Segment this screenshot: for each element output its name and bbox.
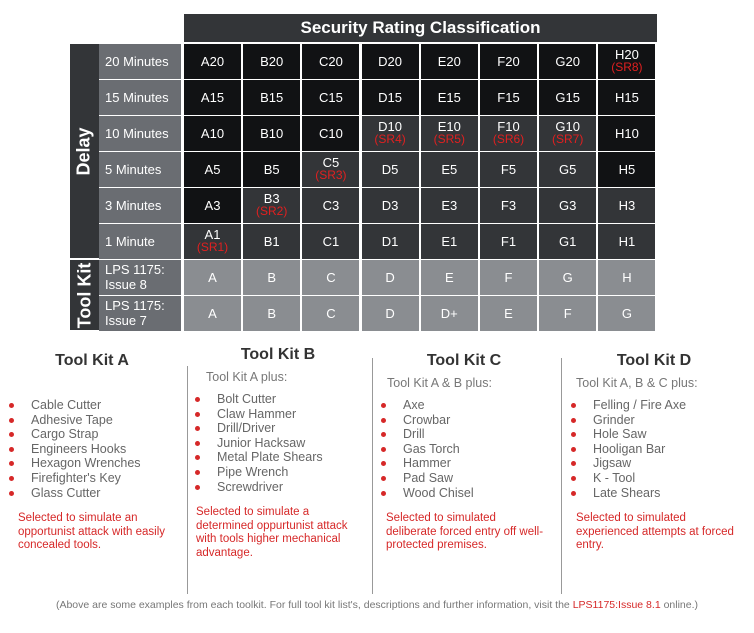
rating-cell	[243, 152, 300, 187]
rating-code: H15	[614, 89, 639, 105]
footer-text: (Above are some examples from each toolkit. For full tool kit list's, descriptions and further information, visit the	[55, 599, 573, 611]
rating-cell	[243, 44, 300, 79]
kit-item: Crowbar	[378, 413, 550, 428]
rating-cell	[184, 224, 241, 259]
delay-row-label: 3 Minutes	[99, 188, 181, 223]
rating-code: H3	[618, 197, 636, 213]
kit-title: Tool Kit A	[55, 352, 129, 369]
rating-code: C3	[322, 197, 340, 213]
toolkit-cell: C	[302, 260, 359, 295]
rating-cell	[598, 188, 655, 223]
kit-item: Claw Hammer	[192, 407, 364, 422]
footer-note	[0, 599, 754, 611]
rating-code: D3	[381, 197, 399, 213]
rating-code: F5	[500, 161, 517, 177]
toolkit-cell: F	[539, 296, 596, 331]
security-rating-tag: (SR8)	[611, 60, 643, 75]
rating-cell	[243, 80, 300, 115]
kit-item: Drill/Driver	[192, 421, 364, 436]
toolkit-cell: G	[539, 260, 596, 295]
kit-title: Tool Kit B	[240, 346, 316, 363]
rating-code: B15	[260, 89, 284, 105]
kit-item: Cable Cutter	[6, 398, 178, 413]
rating-cell	[362, 44, 419, 79]
security-rating-tag: (SR3)	[315, 168, 347, 183]
kit-list	[378, 398, 550, 500]
rating-code: E1	[441, 233, 458, 249]
kit-item: Axe	[378, 398, 550, 413]
rating-code: A20	[200, 53, 225, 69]
rating-code: E20	[437, 53, 461, 69]
kit-item: Late Shears	[568, 486, 740, 501]
rating-cell	[362, 116, 419, 151]
rating-cell	[598, 80, 655, 115]
kit-plus: Tool Kit A plus:	[206, 370, 288, 384]
kit-item: Metal Plate Shears	[192, 450, 364, 465]
toolkit-cell: A	[184, 296, 241, 331]
toolkit-cell: C	[302, 296, 359, 331]
rating-cell	[184, 80, 241, 115]
rating-cell	[243, 224, 300, 259]
rating-cell	[598, 152, 655, 187]
column-divider	[372, 358, 373, 594]
rating-cell	[598, 224, 655, 259]
rating-code: A1	[204, 227, 221, 243]
kit-item: K - Tool	[568, 471, 740, 486]
toolkit-label-text: Tool Kit	[74, 262, 94, 328]
toolkit-cell: D+	[421, 296, 478, 331]
rating-code: A5	[204, 161, 221, 177]
rating-code: C10	[318, 125, 343, 141]
rating-cell	[480, 188, 537, 223]
delay-row-label: 15 Minutes	[99, 80, 181, 115]
delay-row-label: 20 Minutes	[99, 44, 181, 79]
rating-code: G1	[559, 233, 577, 249]
delay-side-label	[70, 44, 99, 259]
toolkit-row-label-line: LPS 1175:	[105, 262, 165, 278]
rating-cell	[480, 44, 537, 79]
rating-cell	[243, 116, 300, 151]
rating-cell	[480, 116, 537, 151]
rating-cell	[480, 152, 537, 187]
rating-code: B10	[260, 125, 284, 141]
kit-title: Tool Kit C	[426, 352, 502, 369]
rating-code: H5	[618, 161, 636, 177]
toolkit-cell: A	[184, 260, 241, 295]
rating-code: G5	[559, 161, 577, 177]
toolkit-row-label-line: LPS 1175:	[105, 298, 165, 314]
rating-cell	[421, 80, 478, 115]
security-rating-tag: (SR6)	[492, 132, 525, 147]
kit-item: Hammer	[378, 456, 550, 471]
rating-cell	[480, 80, 537, 115]
kit-plus: Tool Kit A, B & C plus:	[576, 376, 698, 390]
toolkit-cell: D	[362, 296, 419, 331]
security-rating-table	[70, 14, 660, 332]
security-rating-tag: (SR1)	[196, 240, 229, 255]
delay-label-text: Delay	[74, 126, 95, 176]
toolkit-row-label-line: Issue 8	[105, 277, 147, 293]
rating-code: A15	[200, 89, 225, 105]
rating-cell	[539, 80, 596, 115]
column-divider	[187, 366, 188, 594]
rating-cell	[362, 224, 419, 259]
tool-kit-b	[192, 346, 364, 560]
rating-cell	[421, 188, 478, 223]
kit-item: Drill	[378, 427, 550, 442]
rating-code: C15	[318, 89, 343, 105]
kit-item: Hexagon Wrenches	[6, 456, 178, 471]
rating-code: C20	[318, 53, 343, 69]
rating-cell	[598, 44, 655, 79]
rating-cell	[362, 80, 419, 115]
rating-cell	[362, 152, 419, 187]
rating-code: G3	[559, 197, 577, 213]
kit-item: Engineers Hooks	[6, 442, 178, 457]
toolkit-side-label	[70, 260, 99, 331]
toolkit-cell: E	[480, 296, 537, 331]
kit-item: Firefighter's Key	[6, 471, 178, 486]
toolkit-row-label	[99, 260, 181, 295]
kit-description: Selected to simulated deliberate forced entry off well-protected premises.	[386, 512, 544, 552]
rating-code: B1	[263, 233, 280, 249]
rating-cell	[421, 152, 478, 187]
rating-cell	[302, 116, 359, 151]
toolkit-row-label	[99, 296, 181, 331]
rating-code: F20	[497, 53, 520, 69]
rating-code: D15	[378, 89, 403, 105]
table-title: Security Rating Classification	[184, 14, 657, 42]
rating-code: G20	[555, 53, 580, 69]
security-rating-tag: (SR2)	[256, 204, 288, 219]
rating-cell	[539, 116, 596, 151]
security-rating-tag: (SR5)	[433, 132, 465, 147]
security-rating-tag: (SR7)	[552, 132, 584, 147]
rating-cell	[539, 188, 596, 223]
delay-row-label: 10 Minutes	[99, 116, 181, 151]
rating-code: D20	[378, 53, 403, 69]
kit-item: Cargo Strap	[6, 427, 178, 442]
rating-cell	[243, 188, 300, 223]
kit-item: Wood Chisel	[378, 486, 550, 501]
rating-code: E15	[437, 89, 461, 105]
rating-cell	[184, 152, 241, 187]
footer-link[interactable]: LPS1175:Issue 8.1	[572, 599, 661, 611]
kit-item: Hole Saw	[568, 427, 740, 442]
rating-code: D5	[381, 161, 399, 177]
tool-kit-c	[378, 352, 550, 553]
toolkit-cell: B	[243, 296, 300, 331]
rating-code: E3	[441, 197, 458, 213]
delay-row-label: 5 Minutes	[99, 152, 181, 187]
rating-cell	[539, 152, 596, 187]
kit-description: Selected to simulated experienced attempts at forced entry.	[576, 512, 734, 552]
toolkit-cell: B	[243, 260, 300, 295]
rating-code: G15	[555, 89, 580, 105]
kit-item: Grinder	[568, 413, 740, 428]
rating-code: A10	[200, 125, 225, 141]
kit-item: Adhesive Tape	[6, 413, 178, 428]
rating-cell	[302, 152, 359, 187]
security-rating-tag: (SR4)	[374, 132, 406, 147]
rating-code: C5	[322, 155, 340, 171]
rating-code: D10	[378, 119, 403, 135]
kit-plus	[6, 376, 178, 396]
rating-code: D1	[381, 233, 399, 249]
kit-item: Hooligan Bar	[568, 442, 740, 457]
kit-item: Screwdriver	[192, 480, 364, 495]
tool-kit-d	[568, 352, 740, 553]
rating-code: B5	[263, 161, 280, 177]
kit-list	[192, 392, 364, 494]
rating-cell	[362, 188, 419, 223]
kit-item: Pad Saw	[378, 471, 550, 486]
kit-description: Selected to simulate a determined oppurtunist attack with tools higher mechanical advantage.	[196, 506, 348, 559]
rating-code: G10	[555, 119, 580, 135]
footer-text-end: online.)	[660, 599, 699, 611]
rating-cell	[421, 116, 478, 151]
kit-item: Junior Hacksaw	[192, 436, 364, 451]
kit-plus: Tool Kit A & B plus:	[387, 376, 492, 390]
column-divider	[561, 358, 562, 594]
rating-cell	[302, 188, 359, 223]
rating-cell	[302, 44, 359, 79]
rating-cell	[184, 188, 241, 223]
tool-kit-a	[6, 352, 178, 553]
rating-code: H20	[614, 47, 639, 63]
rating-cell	[598, 116, 655, 151]
rating-code: F10	[497, 119, 520, 135]
kit-item: Glass Cutter	[6, 486, 178, 501]
toolkit-row-label-line: Issue 7	[105, 313, 147, 329]
toolkit-cell: G	[598, 296, 655, 331]
kit-list	[6, 398, 178, 500]
rating-code: A3	[204, 197, 221, 213]
toolkit-cell: E	[421, 260, 478, 295]
kit-list	[568, 398, 740, 500]
rating-cell	[184, 44, 241, 79]
kit-item: Bolt Cutter	[192, 392, 364, 407]
kit-title: Tool Kit D	[616, 352, 692, 369]
rating-code: H10	[614, 125, 639, 141]
rating-cell	[480, 224, 537, 259]
toolkit-cell: H	[598, 260, 655, 295]
rating-code: E5	[441, 161, 458, 177]
rating-cell	[421, 224, 478, 259]
kit-description: Selected to simulate an opportunist attack with easily concealed tools.	[18, 512, 166, 552]
kit-item: Pipe Wrench	[192, 465, 364, 480]
rating-code: B3	[263, 191, 280, 207]
rating-code: B20	[260, 53, 284, 69]
rating-code: F15	[497, 89, 520, 105]
kit-item: Jigsaw	[568, 456, 740, 471]
toolkit-cell: F	[480, 260, 537, 295]
rating-code: E10	[437, 119, 461, 135]
rating-code: F1	[500, 233, 517, 249]
rating-code: C1	[322, 233, 340, 249]
rating-cell	[539, 224, 596, 259]
rating-code: F3	[500, 197, 517, 213]
rating-cell	[302, 224, 359, 259]
rating-cell	[184, 116, 241, 151]
rating-code: H1	[618, 233, 636, 249]
delay-row-label: 1 Minute	[99, 224, 181, 259]
rating-cell	[302, 80, 359, 115]
rating-cell	[539, 44, 596, 79]
kit-item: Gas Torch	[378, 442, 550, 457]
kit-item: Felling / Fire Axe	[568, 398, 740, 413]
rating-cell	[421, 44, 478, 79]
toolkit-cell: D	[362, 260, 419, 295]
